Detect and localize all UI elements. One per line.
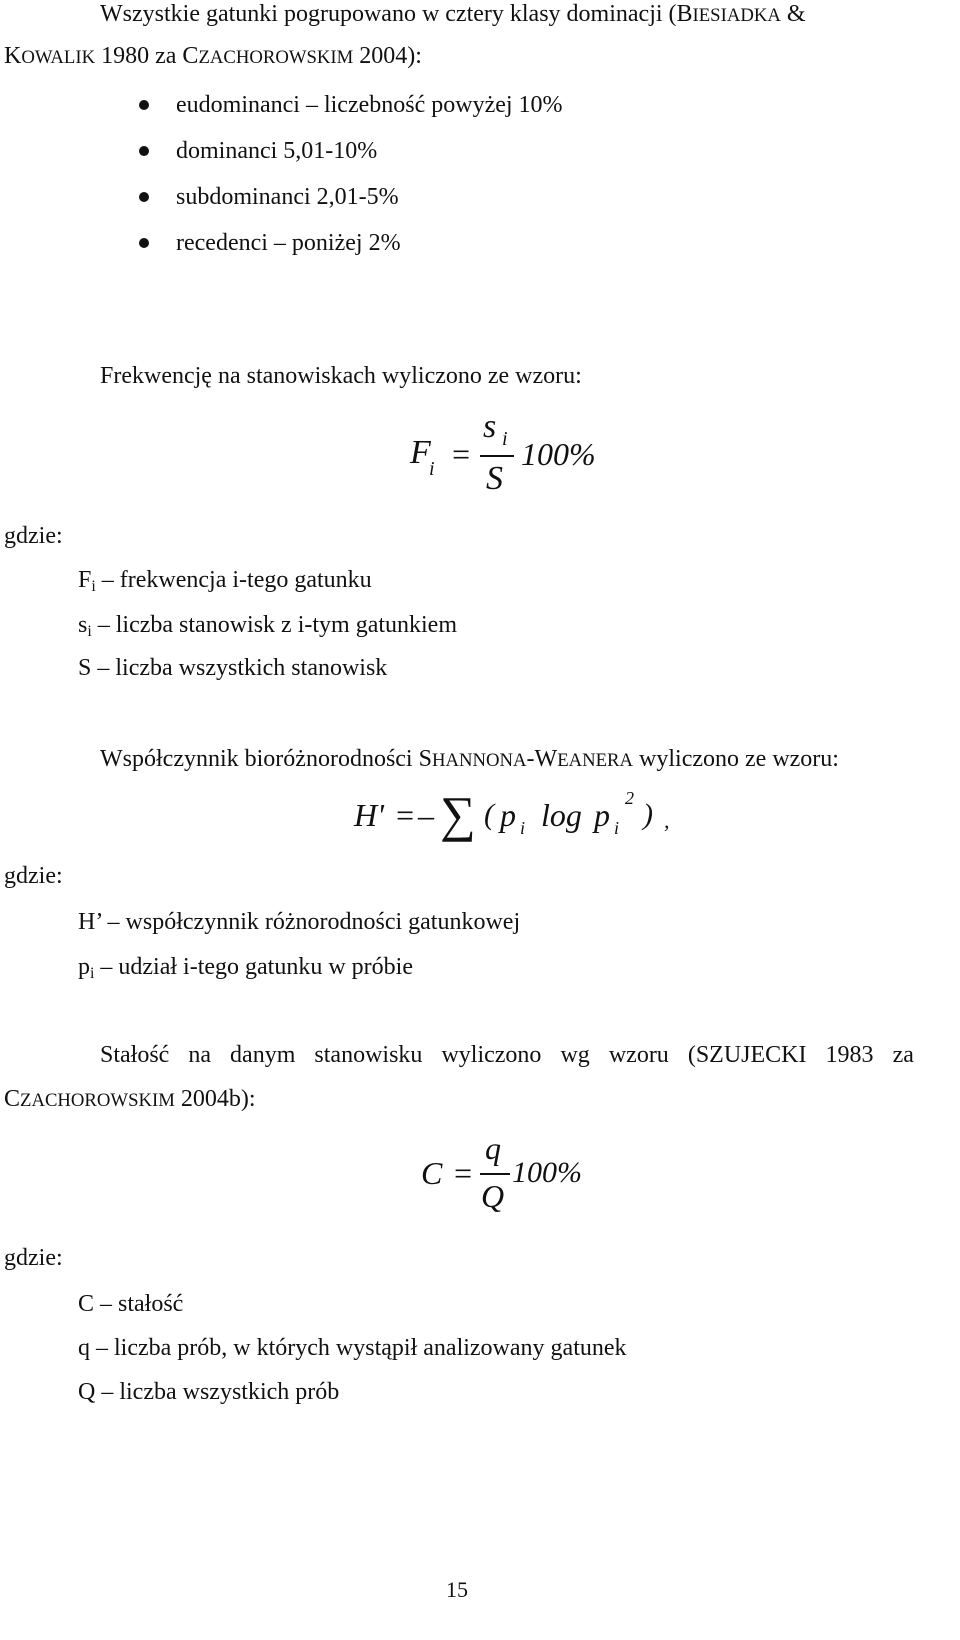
formula-denominator: S (486, 460, 503, 497)
fraction-bar (480, 455, 514, 457)
formula-lhs: F (410, 434, 431, 471)
word: stanowisku (314, 1042, 423, 1068)
definition-text: – liczba wszystkich prób (95, 1379, 340, 1405)
definition-item (78, 953, 413, 988)
word: wg (560, 1042, 590, 1068)
definition-item (78, 566, 372, 601)
definition-symbol: Q (78, 1379, 96, 1405)
word: 1983 (825, 1042, 874, 1068)
formula-equals: = (394, 797, 416, 833)
definition-text: – liczba wszystkich stanowisk (91, 655, 388, 681)
formula-lhs: C (421, 1155, 443, 1191)
definition-symbol: F (78, 567, 92, 593)
intro-text: Wszystkie gatunki pogrupowano w cztery klasy dominacji ( (100, 1, 677, 27)
author-initial: W (534, 746, 558, 772)
author-name: IESIADKA (692, 5, 781, 26)
formula-lhs-sub: i (429, 458, 435, 480)
author-initial: K (4, 43, 22, 69)
where-label: gdzie: (4, 1245, 63, 1271)
author-initial: S (418, 746, 432, 772)
intro-line-2 (4, 42, 422, 72)
author-initial: B (676, 1, 693, 27)
author-initial: C (182, 43, 199, 69)
intro-text: 2004): (353, 43, 422, 69)
formula-tail: 100% (521, 436, 596, 472)
definition-text: – udział i-tego gatunku w próbie (94, 954, 413, 980)
formula-p: p (500, 797, 516, 833)
formula-open-paren: ( (484, 798, 494, 831)
author-name: OWALIK (21, 47, 96, 68)
definition-text: – liczba prób, w których wystąpił analizowany gatunek (90, 1335, 627, 1361)
bullet-icon (139, 192, 149, 202)
bullet-icon (139, 238, 149, 248)
author-initial: C (4, 1086, 21, 1112)
definition-item (78, 908, 520, 936)
word: (SZUJECKI (687, 1042, 807, 1068)
definition-item (78, 611, 457, 646)
author-name: ZACHOROWSKIM (20, 1090, 175, 1111)
formula-p-sub: i (614, 818, 620, 838)
word: wyliczono (441, 1042, 542, 1068)
constancy-intro-line-1 (100, 1041, 914, 1069)
formula-comma: , (664, 808, 670, 833)
formula-equals: = (450, 436, 472, 472)
formula-p-sub: i (520, 818, 526, 838)
intro-text: wyliczono ze wzoru: (633, 746, 839, 772)
list-item: eudominanci – liczebność powyżej 10% (176, 92, 563, 118)
sum-icon: ∑ (440, 786, 476, 842)
formula-close-paren: ) (643, 798, 653, 831)
word: na (188, 1042, 212, 1068)
definition-text: – frekwencja i-tego gatunku (95, 567, 372, 593)
constancy-intro-line-2 (4, 1085, 256, 1115)
word: wzoru (608, 1042, 669, 1068)
definition-subscript: i (91, 577, 96, 595)
formula-numerator-sub: i (502, 428, 508, 450)
frequency-intro: Frekwencję na stanowiskach wyliczono ze wzoru: (100, 363, 582, 389)
author-name: ZACHOROWSKIM (198, 47, 354, 68)
definition-subscript: i (90, 964, 95, 982)
definition-symbol: s (78, 612, 88, 638)
definition-item (78, 1334, 627, 1362)
intro-text: 2004b): (174, 1086, 256, 1112)
definition-subscript: i (87, 622, 92, 640)
word: Stałość (100, 1042, 170, 1068)
bullet-icon (139, 100, 149, 110)
formula-equals: = (452, 1155, 474, 1191)
ampersand: & (780, 1, 806, 27)
bullet-icon (139, 146, 149, 156)
list-item: dominanci 5,01-10% (176, 138, 378, 164)
definition-symbol: S (78, 655, 92, 681)
hyphen: - (526, 746, 535, 772)
formula-denominator: Q (481, 1178, 505, 1214)
fraction-bar (480, 1173, 510, 1175)
author-name: EANERA (557, 750, 634, 771)
definition-text: – współczynnik różnorodności gatunkowej (101, 909, 521, 935)
definition-item (78, 1378, 339, 1406)
author-name: HANNONA (431, 750, 527, 771)
definition-text: – liczba stanowisk z i-tym gatunkiem (91, 612, 457, 638)
definition-item (78, 1290, 183, 1318)
shannon-intro (100, 745, 839, 775)
intro-text: Współczynnik bioróżnorodności (100, 746, 419, 772)
definition-symbol: p (78, 954, 90, 980)
where-label: gdzie: (4, 523, 63, 549)
formula-lhs: H' (354, 797, 384, 833)
intro-text: 1980 za (95, 43, 183, 69)
list-item: recedenci – poniżej 2% (176, 230, 401, 256)
formula-numerator: s (483, 408, 497, 445)
definition-symbol: C (78, 1291, 95, 1317)
intro-line-1 (100, 0, 806, 30)
where-label: gdzie: (4, 863, 63, 889)
definition-symbol: q (78, 1335, 90, 1361)
word: danym (230, 1042, 296, 1068)
formula-log: log (541, 797, 582, 833)
page-number: 15 (446, 1577, 468, 1602)
formula-minus: – (418, 797, 434, 833)
list-item: subdominanci 2,01-5% (176, 184, 399, 210)
formula-sup: 2 (625, 788, 634, 808)
word: za (892, 1042, 914, 1068)
formula-p: p (594, 797, 610, 833)
formula-tail: 100% (512, 1156, 582, 1189)
formula-numerator: q (485, 1130, 501, 1166)
definition-symbol: H’ (78, 909, 102, 935)
definition-item (78, 654, 387, 682)
definition-text: – stałość (94, 1291, 184, 1317)
